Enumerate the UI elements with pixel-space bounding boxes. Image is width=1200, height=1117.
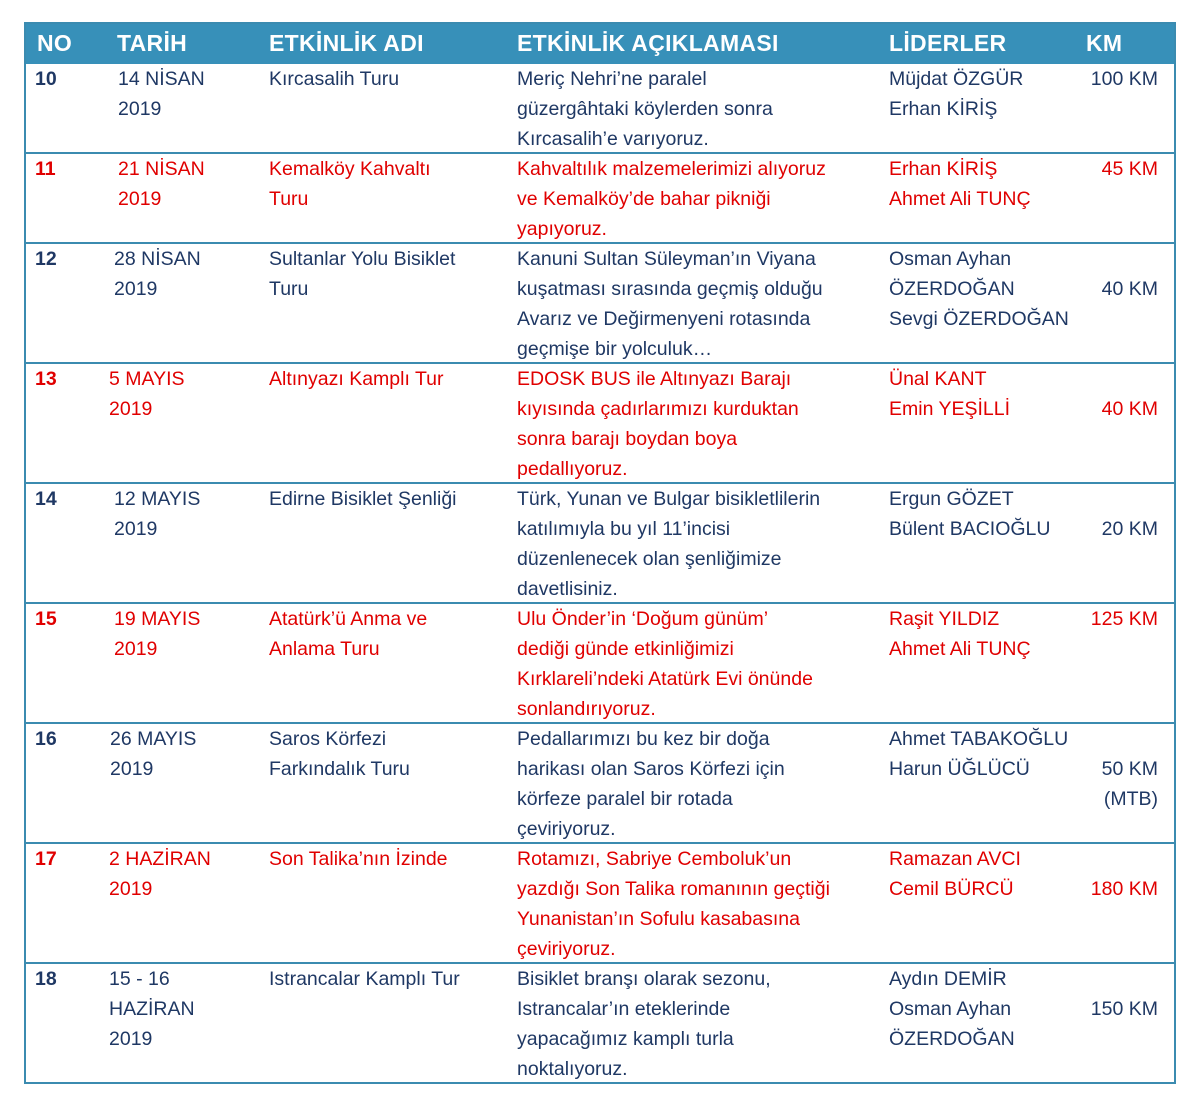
cell-name: Son Talika’nın İzinde [269,848,448,870]
cell-no: 18 [35,968,57,990]
cell-no: 11 [35,158,56,180]
table-row [26,962,1174,1084]
cell-leaders: Osman Ayhan ÖZERDOĞAN Sevgi ÖZERDOĞAN [889,248,1069,330]
cell-km: 20 KM [1101,518,1158,540]
table-row [26,602,1174,722]
header-date: TARİH [117,30,188,56]
cell-date: 14 NİSAN 2019 [118,68,205,120]
cell-date: 21 NİSAN 2019 [118,158,205,210]
table-row [26,362,1174,482]
cell-name: Atatürk’ü Anma ve Anlama Turu [269,608,428,660]
header-leaders: LİDERLER [889,30,1007,56]
cell-no: 13 [35,368,57,390]
cell-leaders: Ahmet TABAKOĞLU Harun ÜĞLÜCÜ [889,728,1069,780]
cell-description: Meriç Nehri’ne paralel güzergâhtaki köylerden sonra Kırcasalih’e varıyoruz. [517,68,773,150]
table-row [26,482,1174,602]
cell-no: 15 [35,608,57,630]
cell-leaders: Aydın DEMİR Osman Ayhan ÖZERDOĞAN [889,968,1015,1050]
cell-name: Saros Körfezi Farkındalık Turu [269,728,410,780]
cell-name: Kırcasalih Turu [269,68,400,90]
cell-km: 50 KM (MTB) [1101,758,1158,810]
cell-no: 10 [35,68,57,90]
cell-leaders: Müjdat ÖZGÜR Erhan KİRİŞ [889,68,1024,120]
cell-leaders: Ünal KANT Emin YEŞİLLİ [889,368,1011,420]
cell-km: 125 KM [1090,608,1158,630]
cell-date: 12 MAYIS 2019 [114,488,201,540]
cell-description: Kanuni Sultan Süleyman’ın Viyana kuşatması sırasında geçmiş olduğu Avarız ve Değirmenyeni rotasında geçmişe bir yolculuk… [517,248,823,360]
cell-km: 180 KM [1090,878,1158,900]
table-row [26,722,1174,842]
cell-description: Bisiklet branşı olarak sezonu, Istrancalar’ın eteklerinde yapacağımız kamplı turla noktalıyoruz. [517,968,771,1080]
cell-km: 45 KM [1101,158,1158,180]
cell-leaders: Erhan KİRİŞ Ahmet Ali TUNÇ [889,158,1031,210]
cell-description: Kahvaltılık malzemelerimizi alıyoruz ve Kemalköy’de bahar pikniği yapıyoruz. [517,158,826,240]
cell-km: 40 KM [1101,398,1158,420]
cell-leaders: Ramazan AVCI Cemil BÜRCÜ [889,848,1021,900]
cell-name: Edirne Bisiklet Şenliği [269,488,457,510]
header-description: ETKİNLİK AÇIKLAMASI [517,30,779,56]
table-row [26,64,1174,152]
cell-name: Kemalköy Kahvaltı Turu [269,158,431,210]
cell-name: Altınyazı Kamplı Tur [269,368,444,390]
cell-date: 28 NİSAN 2019 [114,248,201,300]
cell-date: 26 MAYIS 2019 [110,728,197,780]
table-row [26,842,1174,962]
cell-leaders: Ergun GÖZET Bülent BACIOĞLU [889,488,1051,540]
cell-no: 16 [35,728,57,750]
cell-leaders: Raşit YILDIZ Ahmet Ali TUNÇ [889,608,1031,660]
cell-km: 150 KM [1090,998,1158,1020]
cell-date: 19 MAYIS 2019 [114,608,201,660]
header-name: ETKİNLİK ADI [269,30,424,56]
header-km: KM [1086,30,1123,56]
cell-date: 2 HAZİRAN 2019 [109,848,211,900]
cell-km: 40 KM [1101,278,1158,300]
cell-km: 100 KM [1090,68,1158,90]
cell-description: Pedallarımızı bu kez bir doğa harikası olan Saros Körfezi için körfeze paralel bir rotada çeviriyoruz. [517,728,785,840]
cell-no: 12 [35,248,57,270]
table-row [26,152,1174,242]
cell-no: 17 [35,848,57,870]
cell-description: Ulu Önder’in ‘Doğum günüm’ dediği günde etkinliğimizi Kırklareli’ndeki Atatürk Evi önünde sonlandırıyoruz. [517,608,813,720]
table-header [26,24,1174,64]
cell-description: EDOSK BUS ile Altınyazı Barajı kıyısında çadırlarımızı kurduktan sonra barajı boydan boya pedallıyoruz. [517,368,799,480]
events-table [24,22,1176,1084]
cell-name: Istrancalar Kamplı Tur [269,968,460,990]
cell-description: Rotamızı, Sabriye Cemboluk’un yazdığı Son Talika romanının geçtiği Yunanistan’ın Sofulu kasabasına çeviriyoruz. [517,848,830,960]
table-row [26,242,1174,362]
header-no: NO [37,30,73,56]
cell-no: 14 [35,488,57,510]
cell-date: 5 MAYIS 2019 [109,368,185,420]
cell-date: 15 - 16 HAZİRAN 2019 [109,968,195,1050]
cell-description: Türk, Yunan ve Bulgar bisikletlilerin katılımıyla bu yıl 11’incisi düzenlenecek olan şenliğimize davetlisiniz. [517,488,821,600]
cell-name: Sultanlar Yolu Bisiklet Turu [269,248,456,300]
